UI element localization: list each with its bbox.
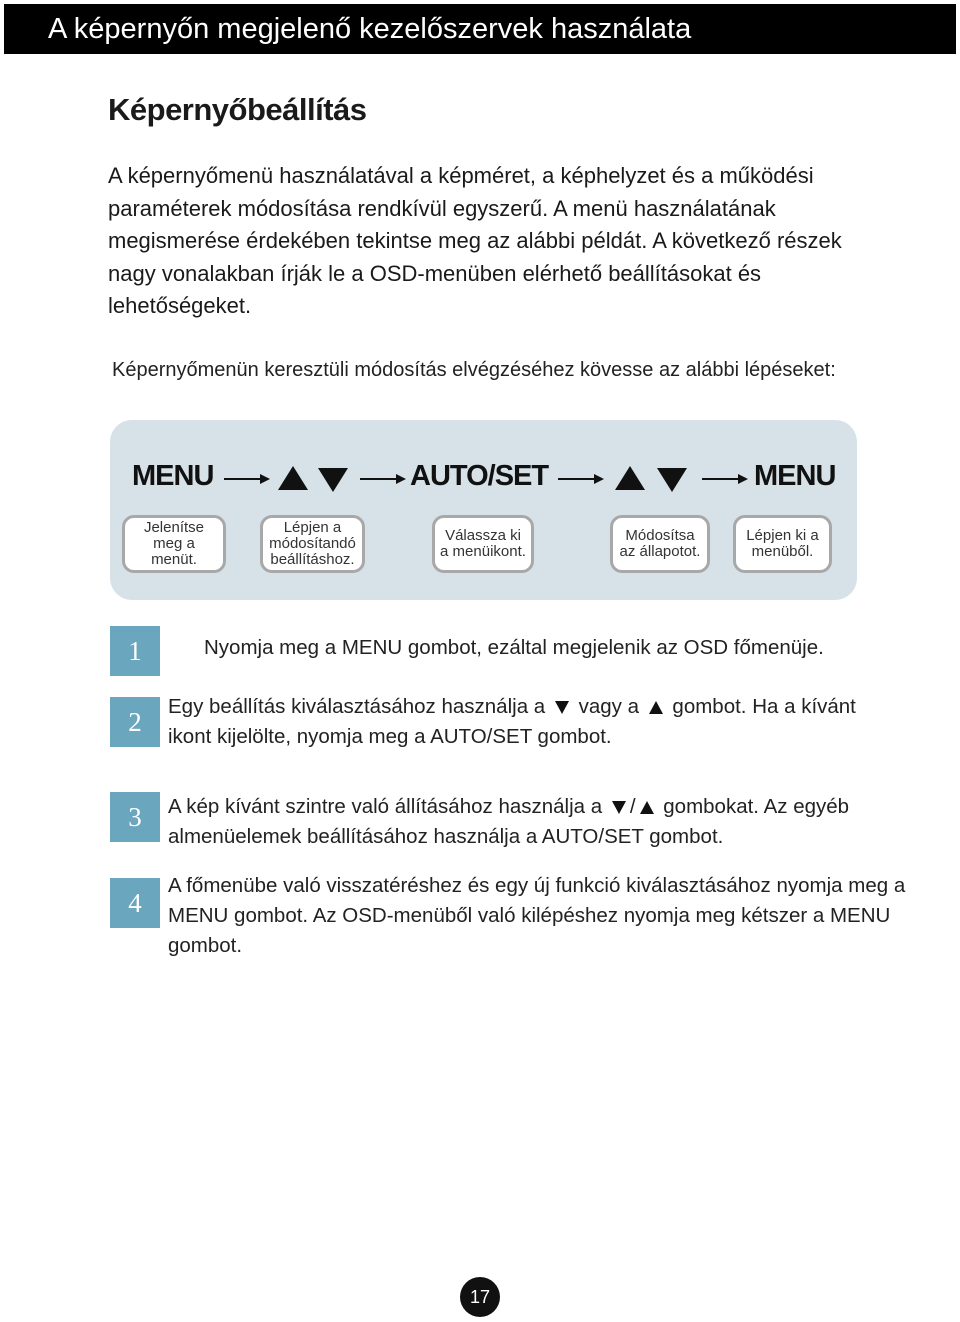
section-title: Képernyőbeállítás xyxy=(108,92,367,127)
intro-line: megismerése érdekében tekintse meg az alábbi példát. A következő részek xyxy=(108,228,842,253)
flow-step-box: Lépjen ki a menüből. xyxy=(733,515,832,573)
step-1-text xyxy=(204,633,824,663)
step-number-badge: 3 xyxy=(110,792,160,842)
flow-step-box: Lépjen a módosítandó beállításhoz. xyxy=(260,515,365,573)
text-fragment: gombot. Ha a kívánt xyxy=(672,695,856,718)
step-text-line: Nyomja meg a MENU gombot, ezáltal megjelenik az OSD főmenüje. xyxy=(204,636,824,659)
header-title: A képernyőn megjelenő kezelőszervek használata xyxy=(48,13,692,45)
down-triangle-icon xyxy=(612,801,626,814)
flow-step-box: Válassza ki a menüikont. xyxy=(432,515,534,573)
text-fragment: Egy beállítás kiválasztásához használja a xyxy=(168,695,546,718)
auto-set-key-label: AUTO/SET xyxy=(410,460,549,492)
right-arrow-icon xyxy=(558,478,602,480)
step-text-line: almenüelemek beállításához használja a AUTO/SET gombot. xyxy=(168,825,724,848)
step-3-text xyxy=(168,792,849,852)
up-triangle-icon xyxy=(649,701,663,714)
step-4-text xyxy=(168,871,905,961)
intro-line: paraméterek módosítása rendkívül egyszerű. A menü használatának xyxy=(108,195,776,221)
text-fragment: / xyxy=(629,795,636,818)
intro-line: nagy vonalakban írják le a OSD-menüben elérhető beállításokat és xyxy=(108,260,762,286)
right-arrow-icon xyxy=(224,478,268,480)
text-fragment: gombokat. Az egyéb xyxy=(663,795,850,818)
step-number-badge: 1 xyxy=(110,626,160,676)
step-text-line: A főmenübe való visszatéréshez és egy új funkció kiválasztásához nyomja meg a xyxy=(168,874,906,897)
intro-line: A képernyőmenü használatával a képméret, a képhelyzet és a működési xyxy=(108,163,814,188)
step-number-badge: 2 xyxy=(110,697,160,747)
right-arrow-icon xyxy=(360,478,404,480)
intro-paragraph xyxy=(108,160,868,323)
intro-line: lehetőségeket. xyxy=(108,293,252,318)
down-triangle-icon xyxy=(657,468,687,492)
down-triangle-icon xyxy=(555,701,569,714)
text-fragment: A kép kívánt szintre való állításához használja a xyxy=(168,795,603,818)
step-text-line: MENU gombot. Az OSD-menüből való kilépéshez nyomja meg kétszer a MENU xyxy=(168,904,891,927)
right-arrow-icon xyxy=(702,478,746,480)
menu-key-label: MENU xyxy=(754,460,836,492)
page-number: 17 xyxy=(460,1277,500,1317)
step-text-line xyxy=(168,792,849,822)
menu-key-label: MENU xyxy=(132,460,214,492)
up-triangle-icon xyxy=(615,466,645,490)
flow-step-box: Módosítsa az állapotot. xyxy=(610,515,710,573)
step-text-line: ikont kijelölte, nyomja meg a AUTO/SET gombot. xyxy=(168,725,612,748)
step-text-line xyxy=(168,692,856,722)
osd-flow-diagram xyxy=(110,420,857,600)
page-header xyxy=(4,4,956,54)
up-triangle-icon xyxy=(640,801,654,814)
step-2-text xyxy=(168,692,856,752)
step-number-badge: 4 xyxy=(110,878,160,928)
down-triangle-icon xyxy=(318,468,348,492)
flow-step-box: Jelenítse meg a menüt. xyxy=(122,515,226,573)
step-text-line: gombot. xyxy=(168,934,243,957)
text-fragment: vagy a xyxy=(578,695,640,718)
up-triangle-icon xyxy=(278,466,308,490)
steps-lead: Képernyőmenün keresztüli módosítás elvégzéséhez kövesse az alábbi lépéseket: xyxy=(112,359,836,381)
